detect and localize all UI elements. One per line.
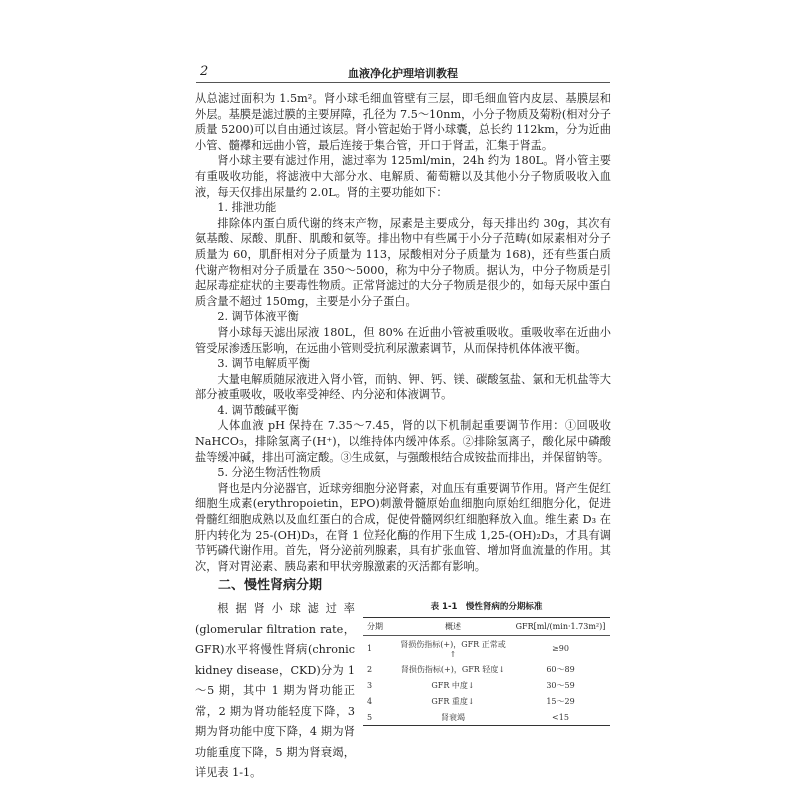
table-caption: 表 1-1 慢性肾病的分期标准 <box>430 602 543 612</box>
table-cell: 肾损伤指标(+)，GFR 正常或↑ <box>400 639 506 659</box>
paragraph: 肾小球每天滤出尿液 180L，但 80% 在近曲小管被重吸收。重吸收率在近曲小管受尿渗透压影响，在远曲小管则受抗利尿激素调节，从而保持机体体液平衡。 <box>195 325 611 355</box>
table-cell: 4 <box>367 696 373 706</box>
section-heading: 二、慢性肾病分期 <box>218 578 323 593</box>
table-row <box>363 677 610 693</box>
table-cell: 60～89 <box>546 664 575 674</box>
table-cell: 1 <box>367 644 373 653</box>
table-cell: GFR 中度↓ <box>431 680 475 690</box>
subsection-heading: 1. 排泄功能 <box>217 201 277 215</box>
paragraph: 肾也是内分泌器官，近球旁细胞分泌肾素，对血压有重要调节作用。肾产生促红细胞生成素(erythropoietin，EPO)刺激骨髓原始血细胞向原始红细胞分化，促进骨髓红细胞成熟以及血红蛋白的合成，促使骨髓网织红细胞释放入血。维生素 D₃ 在肝内转化为 25-(OH)D₃，在肾 1 位羟化酶的作用下生成 1,25-(OH)₂D₃，才具有调节钙磷代谢作用。首先，肾分泌前列腺素，具有扩张血管、增加肾血流量的作用。其次，肾对胃泌素、胰岛素和甲状旁腺激素的灭活都有影响。 <box>195 481 611 573</box>
paragraph: 人体血液 pH 保持在 7.35～7.45，肾的以下机制起重要调节作用：①回吸收 NaHCO₃，排除氢离子(H⁺)，以维持体内缓冲体系。②排除氢离子，酸化尿中磷酸盐等缓冲碱，排出可滴定酸。③生成氨，与强酸根结合成铵盐而排出，并保留钠等。 <box>195 419 611 464</box>
table-cell: 肾损伤指标(+)，GFR 轻度↓ <box>400 664 506 674</box>
table-cell: GFR 重度↓ <box>431 696 475 706</box>
table-cell: 肾衰竭 <box>441 712 465 722</box>
paragraph: 排除体内蛋白质代谢的终末产物，尿素是主要成分，每天排出约 30g，其次有氨基酸、尿酸、肌酐、肌酸和氨等。排出物中有些属于小分子范畴(如尿素相对分子质量为 60，肌酐相对分子质量为 113，尿酸相对分子质量为 168)，还有些蛋白质代谢产物相对分子质量在 350～5000，称为中分子物质。据认为，中分子物质是引起尿毒症症状的主要毒性物质。正常肾滤过的大分子物质是很少的，如每天尿中蛋白质含量不超过 150mg，主要是小分子蛋白。 <box>195 216 611 308</box>
page-number: 2 <box>200 64 209 79</box>
table-row <box>363 693 610 709</box>
table-header: 概述 <box>395 618 511 636</box>
subsection-heading: 4. 调节酸碱平衡 <box>217 403 299 417</box>
paragraph: 从总滤过面积为 1.5m²。肾小球毛细血管壁有三层，即毛细血管内皮层、基膜层和外层。基膜是滤过膜的主要屏障，孔径为 7.5～10nm，小分子物质及菊粉(相对分子质量 5200)可以自由通过该层。肾小管起始于肾小球囊，总长约 112km，分为近曲小管、髓襻和远曲小管，最后连接于集合管，开口于肾盂，汇集于肾盂。 <box>195 92 611 152</box>
table-header: 分期 <box>363 618 395 636</box>
page-header <box>196 62 610 83</box>
table-cell: 30～59 <box>546 680 575 690</box>
body-text <box>195 91 611 574</box>
table-cell: 5 <box>367 712 373 722</box>
ckd-stage-table <box>363 600 610 726</box>
paragraph: 大量电解质随尿液进入肾小管，而钠、钾、钙、镁、碳酸氢盐、氯和无机盐等大部分被重吸收，吸收率受神经、内分泌和体液调节。 <box>195 372 611 402</box>
table-row <box>363 661 610 677</box>
subsection-heading: 5. 分泌生物活性物质 <box>217 466 322 480</box>
table-cell: ≥90 <box>552 644 569 653</box>
paragraph: 肾小球主要有滤过作用，滤过率为 125ml/min，24h 约为 180L。肾小管主要有重吸收功能，将滤液中大部分水、电解质、葡萄糖以及其他小分子物质吸收入血液，每天仅排出尿量约 2.0L。肾的主要功能如下： <box>195 154 611 199</box>
table-header: GFR[ml/(min·1.73m²)] <box>511 618 610 636</box>
section-paragraph: 根据肾小球滤过率(glomerular filtration rate，GFR)水平将慢性肾病(chronic kidney disease，CKD)分为 1～5 期，其中 1 期为肾功能正常，2 期为肾功能轻度下降，3 期为肾功能中度下降，4 期为肾功能重度下降，5 期为肾衰竭，详见表 1-1。 <box>195 602 355 779</box>
table-row <box>363 709 610 726</box>
running-title: 血液净化护理培训教程 <box>348 67 458 80</box>
table-row <box>363 636 610 662</box>
table-cell: 3 <box>367 680 373 690</box>
subsection-heading: 3. 调节电解质平衡 <box>217 357 310 371</box>
subsection-heading: 2. 调节体液平衡 <box>217 310 299 324</box>
table-cell: 15～29 <box>546 696 575 706</box>
table-cell: 2 <box>367 664 373 674</box>
table-cell: <15 <box>552 712 569 722</box>
